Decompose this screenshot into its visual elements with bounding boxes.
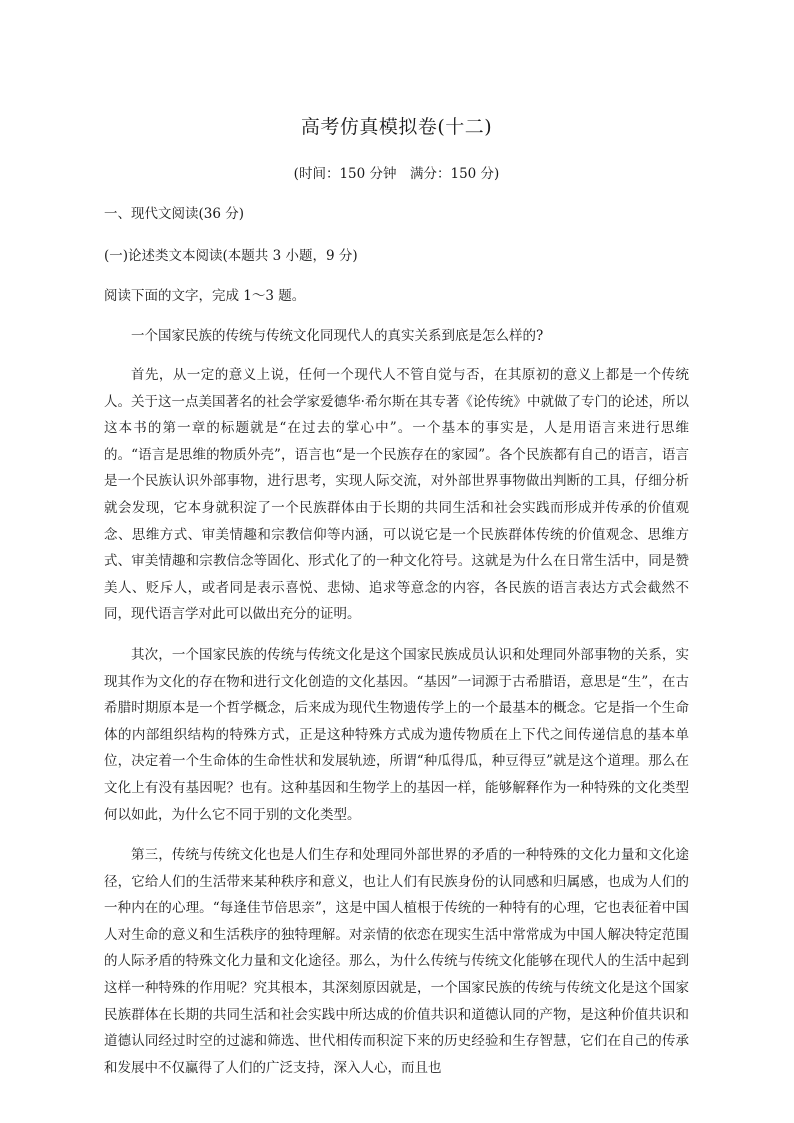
page-title: 高考仿真模拟卷(十二) xyxy=(300,116,493,138)
passage-paragraph: 第三，传统与传统文化也是人们生存和处理同外部世界的矛盾的一种特殊的文化力量和文化途径，它给人们的生活带来某种秩序和意义，也让人们有民族身份的认同感和归属感，也成为人们的一种内在的心理。“每逢佳节倍思亲”，这是中国人植根于传统的一种特有的心理，它也表征着中国人对生命的意义和生活秩序的独特理解。对亲情的依恋在现实生活中常常成为中国人解决特定范围的人际矛盾的特殊文化力量和文化途径。那么，为什么传统与传统文化能够在现代人的生活中起到这样一种特殊的作用呢？究其根本，其深刻原因就是，一个国家民族的传统与传统文化是这个国家民族群体在长期的共同生活和社会实践中所达成的价值共识和道德认同的产物，是这种价值共识和道德认同经过时空的过滤和筛选、世代相传而积淀下来的历史经验和生存智慧，它们在自己的传承和发展中不仅赢得了人们的广泛支持，深入人心，而且也 xyxy=(104,847,689,1076)
passage-paragraph: 首先，从一定的意义上说，任何一个现代人不管自觉与否，在其原初的意义上都是一个传统人。关于这一点美国著名的社会学家爱德华·希尔斯在其专著《论传统》中就做了专门的论述，所以这本书的第一章的标题就是“在过去的掌心中”。一个基本的事实是，人是用语言来进行思维的。“语言是思维的物质外壳”，语言也“是一个民族存在的家园”。各个民族都有自己的语言，语言是一个民族认识外部事物，进行思考，实现人际交流，对外部世界事物做出判断的工具，仔细分析就会发现，它本身就积淀了一个民族群体由于长期的共同生活和社会实践而形成并传承的价值观念、思维方式、审美情趣和宗教信仰等内涵，可以说它是一个民族群体传统的价值观念、思维方式、审美情趣和宗教信念等固化、形式化了的一种文化符号。这就是为什么在日常生活中，同是赞美人、贬斥人，或者同是表示喜悦、悲恸、追求等意念的内容，各民族的语言表达方式会截然不同，现代语言学对此可以做出充分的证明。 xyxy=(104,367,689,623)
section-heading: 一、现代文阅读(36 分) xyxy=(104,206,245,222)
reading-instruction: 阅读下面的文字，完成 1～3 题。 xyxy=(104,288,306,304)
passage-question-line: 一个国家民族的传统与传统文化同现代人的真实关系到底是怎么样的? xyxy=(131,328,544,344)
exam-time-score: (时间：150 分钟 满分：150 分) xyxy=(293,166,500,182)
subsection-heading: (一)论述类文本阅读(本题共 3 小题，9 分) xyxy=(104,248,358,264)
passage-paragraph: 其次，一个国家民族的传统与传统文化是这个国家民族成员认识和处理同外部事物的关系，实现其作为文化的存在物和进行文化创造的文化基因。“基因”一词源于古希腊语，意思是“生”，在古希腊时期原本是一个哲学概念，后来成为现代生物遗传学上的一个最基本的概念。它是指一个生命体的内部组织结构的特殊方式，正是这种特殊方式成为遗传物质在上下代之间传递信息的基本单位，决定着一个生命体的生命性状和发展轨迹，所谓“种瓜得瓜，种豆得豆”就是这个道理。那么在文化上有没有基因呢？也有。这种基因和生物学上的基因一样，能够解释作为一种特殊的文化类型何以如此，为什么它不同于别的文化类型。 xyxy=(104,646,689,823)
